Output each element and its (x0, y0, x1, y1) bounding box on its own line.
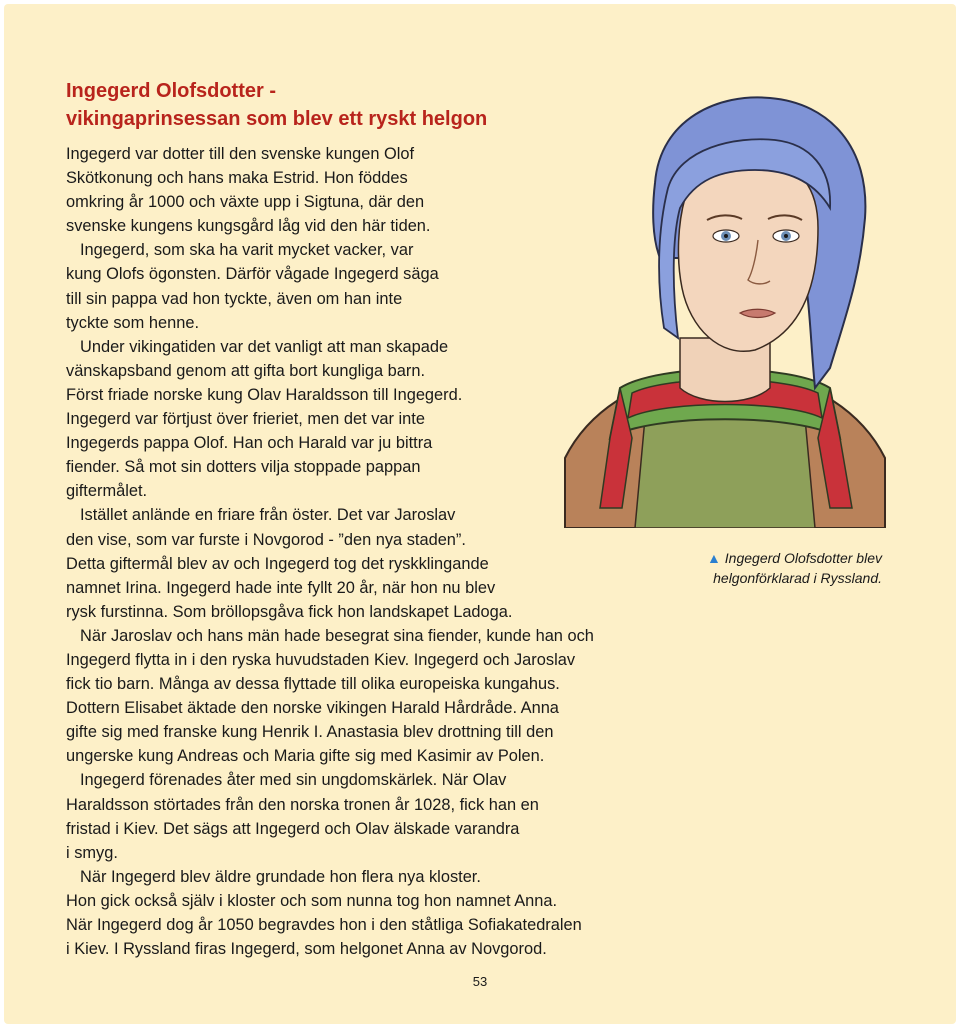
page-number: 53 (472, 974, 488, 989)
body-line: Ingegerd var förtjust över frieriet, men det var inte (66, 410, 425, 429)
body-line: gifte sig med franske kung Henrik I. Anastasia blev drottning till den (66, 723, 554, 742)
body-line: den vise, som var furste i Novgorod - ”den nya staden”. (66, 530, 466, 549)
body-line: fristad i Kiev. Det sägs att Ingegerd och Olav älskade varandra (66, 819, 520, 838)
body-line: ungerske kung Andreas och Maria gifte sig med Kasimir av Polen. (66, 747, 545, 766)
body-line: Haraldsson störtades från den norska tronen år 1028, fick han en (66, 795, 539, 814)
title-line-1: Ingegerd Olofsdotter - (66, 80, 276, 102)
body-line: Ingegerd flytta in i den ryska huvudstaden Kiev. Ingegerd och Jaroslav (66, 650, 576, 669)
body-line: fiender. Så mot sin dotters vilja stoppade pappan (66, 458, 421, 477)
body-line: kung Olofs ögonsten. Därför vågade Ingegerd säga (66, 265, 439, 284)
body-line: namnet Irina. Ingegerd hade inte fyllt 20 år, när hon nu blev (66, 578, 496, 597)
body-line: i Kiev. I Ryssland firas Ingegerd, som helgonet Anna av Novgorod. (66, 940, 547, 959)
body-line: När Ingegerd blev äldre grundade hon flera nya kloster. (80, 867, 481, 886)
body-line: Skötkonung och hans maka Estrid. Hon föddes (66, 169, 408, 188)
body-line: till sin pappa vad hon tyckte, även om han inte (66, 289, 403, 308)
body-line: Ingegerd förenades åter med sin ungdomskärlek. När Olav (80, 771, 507, 790)
body-line: Ingegerds pappa Olof. Han och Harald var ju bittra (66, 434, 433, 453)
body-line: När Jaroslav och hans män hade besegrat sina fiender, kunde han och (80, 626, 594, 645)
body-line: Under vikingatiden var det vanligt att man skapade (80, 337, 449, 356)
body-line: Ingegerd var dotter till den svenske kungen Olof (66, 145, 415, 163)
body-line: Först friade norske kung Olav Haraldsson till Ingegerd. (66, 385, 463, 404)
body-line: giftermålet. (66, 482, 148, 501)
body-line: svenske kungens kungsgård låg vid den här tiden. (66, 217, 431, 236)
ingegerd-portrait-illustration (560, 88, 890, 528)
body-line: När Ingegerd dog år 1050 begravdes hon i den ståtliga Sofiakatedralen (66, 916, 582, 934)
body-line: fick tio barn. Många av dessa flyttade till olika europeiska kungahus. (66, 675, 560, 694)
page-title (66, 77, 487, 133)
body-line: tyckte som henne. (66, 313, 200, 332)
body-line: omkring år 1000 och växte upp i Sigtuna, där den (66, 193, 425, 212)
illustration-caption (662, 548, 882, 588)
body-line: vänskapsband genom att gifta bort kungliga barn. (66, 361, 426, 380)
caption-line-1: Ingegerd Olofsdotter blev (724, 550, 882, 566)
body-line: Hon gick också själv i kloster och som nunna tog hon namnet Anna. (66, 891, 558, 910)
body-line: i smyg. (66, 843, 118, 862)
body-line: Istället anlände en friare från öster. Det var Jaroslav (80, 506, 456, 525)
body-line: rysk furstinna. Som bröllopsgåva fick hon landskapet Ladoga. (66, 602, 513, 621)
body-line: Detta giftermål blev av och Ingegerd tog det ryskklingande (66, 554, 489, 573)
body-line: Dottern Elisabet äktade den norske vikingen Harald Hårdråde. Anna (66, 699, 559, 718)
blue-triangle-icon: ▲ (707, 550, 721, 566)
title-line-2: vikingaprinsessan som blev ett ryskt helgon (66, 108, 488, 130)
body-line: Ingegerd, som ska ha varit mycket vacker, var (80, 241, 414, 260)
caption-line-2: helgonförklarad i Ryssland. (713, 570, 882, 586)
